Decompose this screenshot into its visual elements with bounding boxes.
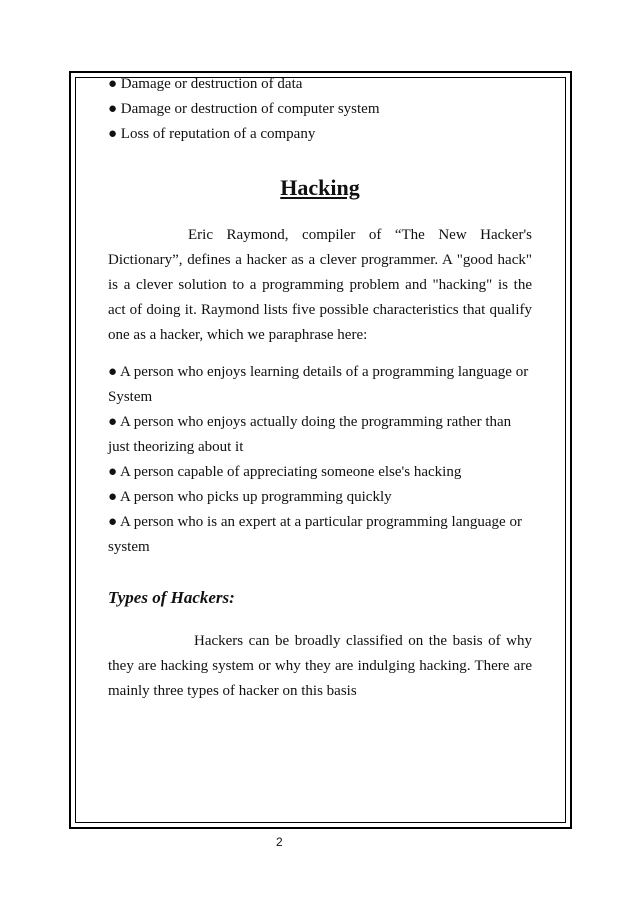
hacker-definition-paragraph bbox=[108, 223, 532, 348]
list-item-continuation: just theorizing about it bbox=[108, 439, 244, 455]
paragraph-line: act of doing it. Raymond lists five possible characteristics that qualify bbox=[108, 302, 532, 318]
paragraph-line: they are hacking system or why they are indulging hacking. There are bbox=[108, 658, 532, 674]
document-body bbox=[108, 72, 532, 704]
list-item: ● Loss of reputation of a company bbox=[108, 126, 316, 142]
paragraph-line: one as a hacker, which we paraphrase here: bbox=[108, 327, 368, 343]
list-item: ● A person capable of appreciating someone else's hacking bbox=[108, 464, 462, 480]
section-heading: Hacking bbox=[280, 175, 360, 200]
list-item: ● A person who enjoys learning details of a programming language or bbox=[108, 364, 529, 380]
page-number: 2 bbox=[276, 835, 283, 849]
paragraph-line: mainly three types of hacker on this basis bbox=[108, 683, 357, 699]
list-item: ● Damage or destruction of computer system bbox=[108, 101, 380, 117]
list-item-continuation: system bbox=[108, 539, 150, 555]
list-item: ● A person who enjoys actually doing the programming rather than bbox=[108, 414, 512, 430]
hacker-types-paragraph bbox=[108, 629, 532, 704]
list-item-continuation: System bbox=[108, 389, 153, 405]
list-item: ● A person who is an expert at a particular programming language or bbox=[108, 514, 522, 530]
list-item: ● A person who picks up programming quickly bbox=[108, 489, 392, 505]
list-item: ● Damage or destruction of data bbox=[108, 76, 303, 92]
subsection-heading: Types of Hackers: bbox=[108, 588, 235, 607]
paragraph-line: Dictionary”, defines a hacker as a clever programmer. A "good hack" bbox=[108, 252, 532, 268]
paragraph-line: is a clever solution to a programming problem and "hacking" is the bbox=[108, 277, 532, 293]
consequence-list bbox=[108, 72, 532, 147]
characteristics-list bbox=[108, 360, 532, 560]
paragraph-line: Hackers can be broadly classified on the basis of why bbox=[194, 633, 532, 649]
paragraph-line: Eric Raymond, compiler of “The New Hacker's bbox=[188, 227, 532, 243]
